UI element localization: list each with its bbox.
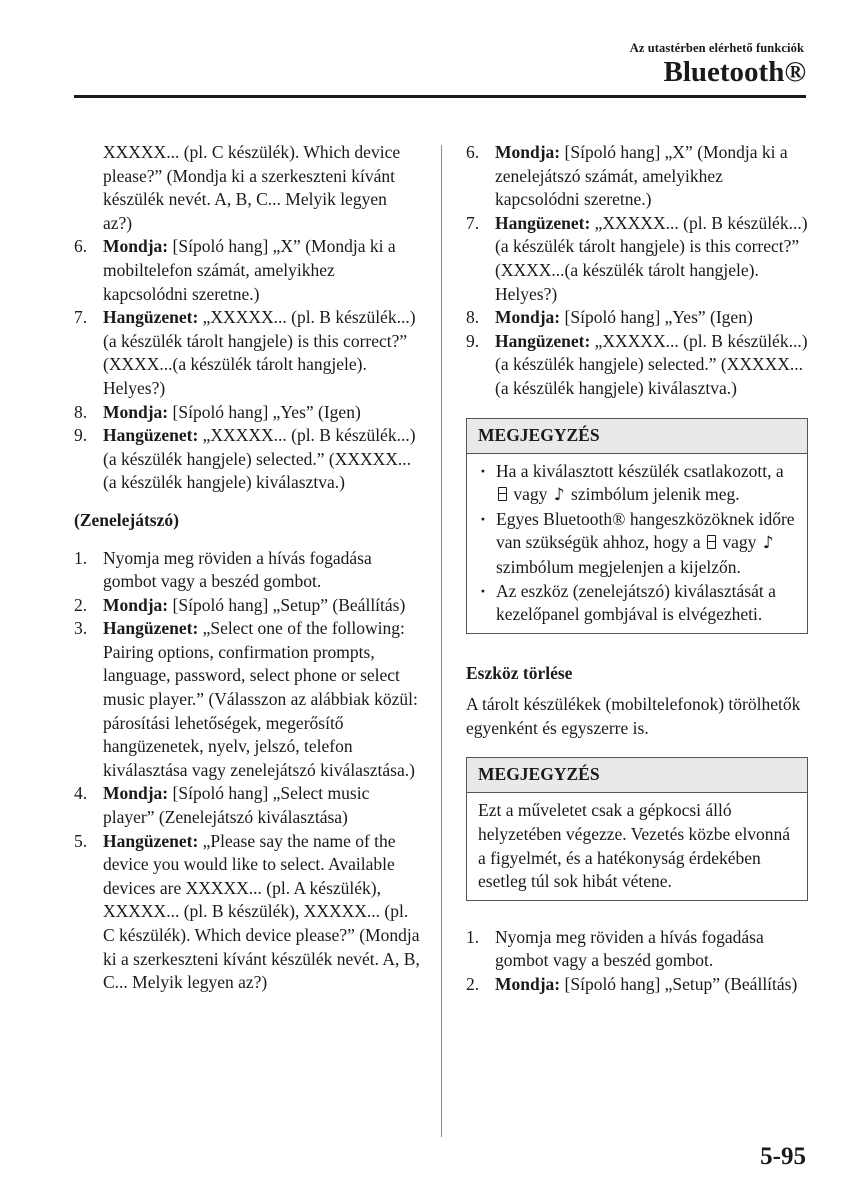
step-number: 3.: [74, 618, 88, 639]
section-header: Az utastérben elérhető funkciók: [629, 41, 804, 55]
step-number: 4.: [74, 783, 88, 804]
note-title: MEGJEGYZÉS: [467, 419, 807, 454]
list-item: [74, 401, 420, 425]
phone-icon: [707, 535, 716, 549]
step-label: Mondja:: [495, 974, 561, 995]
bullet-marker: ·: [480, 508, 486, 529]
step-label: Hangüzenet:: [103, 425, 199, 446]
step-text: [103, 306, 420, 400]
list-item: [466, 212, 808, 306]
step-label: Hangüzenet:: [103, 830, 199, 851]
step-number: 8.: [74, 401, 88, 422]
step-body: „XXXXX... (pl. B készülék...) (a készülék hangjele) selected.” (XXXXX...(a készülék hangjele) kiválasztva.): [495, 330, 808, 398]
music-note-icon: ♪: [553, 485, 565, 506]
step-body: „Please say the name of the device you would like to select. Available devices are XXXXX... (pl. A készülék), XXXXX... (pl. B készülék), XXXXX... (pl. C készülék). Which device please?” (Mondja ki a szerkeszteni kívánt készülék nevét. A, B, C... Melyik legyen az?): [103, 830, 420, 993]
note-title: MEGJEGYZÉS: [467, 758, 807, 793]
step-text: [103, 617, 420, 782]
step-body: Nyomja meg röviden a hívás fogadása gombot vagy a beszéd gombot.: [103, 547, 372, 592]
step-label: Hangüzenet:: [103, 618, 199, 639]
step-label: Hangüzenet:: [103, 307, 199, 328]
step-text: [103, 782, 420, 829]
list-item: [466, 926, 808, 973]
list-item: [466, 141, 808, 212]
note-bullet-item: [478, 580, 796, 627]
list-item: [74, 830, 420, 995]
step-list: [74, 547, 420, 995]
list-item: [466, 973, 808, 997]
step-body: Nyomja meg röviden a hívás fogadása gombot vagy a beszéd gombot.: [495, 926, 764, 971]
list-item: [466, 330, 808, 401]
note-text: Az eszköz (zenelejátszó) kiválasztását a kezelőpanel gombjával is elvégezheti.: [496, 580, 776, 625]
bullet-marker: ·: [480, 580, 486, 601]
note-text: Egyes Bluetooth® hangeszközöknek időre van szükségük ahhoz, hogy a: [496, 508, 795, 553]
note-text: szimbólum megjelenjen a kijelzőn.: [496, 556, 741, 577]
step-body: „Select one of the following: Pairing options, confirmation prompts, language, password, select phone or select music player.” (Válasszon az alábbiak közül: párosítási lehetőségek, megerősítő hangüzenetek, nyelv, jelszó, telefon kiválasztása vagy zenelejátszó kiválasztása.): [103, 618, 418, 780]
page-title: Bluetooth®: [663, 56, 806, 88]
note-text: Ha a kiválasztott készülék csatlakozott, a: [496, 460, 784, 481]
note-text: vagy: [722, 532, 757, 553]
step-text: [495, 330, 808, 401]
music-player-heading: (Zenelejátszó): [74, 509, 179, 530]
step-text: [495, 212, 808, 306]
step-text: [103, 424, 420, 495]
step-body: [Sípoló hang] „Select music player” (Zenelejátszó kiválasztása): [103, 783, 370, 828]
right-column: [466, 141, 808, 997]
note-bullet-item: [478, 460, 796, 508]
step-text: [495, 141, 808, 212]
step-body: „XXXXX... (pl. B készülék...) (a készülék hangjele) selected.” (XXXXX...(a készülék hangjele) kiválasztva.): [103, 425, 416, 493]
note-text: szimbólum jelenik meg.: [571, 484, 740, 505]
page-number: 5-95: [760, 1143, 806, 1170]
list-item: [74, 235, 420, 306]
step-list: [466, 141, 808, 401]
step-body: „XXXXX... (pl. B készülék...) (a készülék tárolt hangjele) is this correct?” (XXXX...(a készülék tárolt hangjele). Helyes?): [495, 212, 808, 304]
list-item: [74, 547, 420, 594]
step-text: [103, 594, 420, 618]
column-divider: [441, 145, 442, 1137]
list-item: [74, 306, 420, 400]
step-number: 8.: [466, 307, 480, 328]
step-body: [Sípoló hang] „Yes” (Igen): [168, 401, 361, 422]
note-box: [466, 757, 808, 900]
list-item: [466, 306, 808, 330]
step-label: Mondja:: [103, 594, 169, 615]
note-bullet-item: [478, 508, 796, 580]
step-label: Mondja:: [103, 236, 169, 257]
list-item: [74, 782, 420, 829]
step-number: 1.: [74, 547, 88, 568]
bullet-marker: ·: [480, 460, 486, 481]
delete-device-heading: Eszköz törlése: [466, 662, 573, 683]
step-number: 2.: [74, 594, 88, 615]
step-number: 6.: [74, 236, 88, 257]
step-number: 5.: [74, 830, 88, 851]
step-text: [103, 547, 420, 594]
step-text: [103, 401, 420, 425]
delete-device-paragraph: A tárolt készülékek (mobiltelefonok) törölhetők egyenként és egyszerre is.: [466, 694, 801, 738]
step-body: [Sípoló hang] „X” (Mondja ki a zenelejátszó számát, amelyikhez kapcsolódni szeretne.): [495, 142, 788, 210]
step-number: 1.: [466, 926, 480, 947]
step-body: [Sípoló hang] „Yes” (Igen): [560, 307, 753, 328]
note-box: [466, 418, 808, 634]
step-label: Mondja:: [103, 401, 169, 422]
step-text: [103, 235, 420, 306]
step-number: 2.: [466, 974, 480, 995]
note-body: [467, 454, 807, 633]
step-label: Mondja:: [495, 307, 561, 328]
step-body: [Sípoló hang] „Setup” (Beállítás): [560, 974, 798, 995]
header-rule: [74, 95, 806, 98]
left-column: [74, 141, 420, 995]
note-text: vagy: [513, 484, 548, 505]
step-number: 9.: [466, 330, 480, 351]
note-body: Ezt a műveletet csak a gépkocsi álló helyzetében végezze. Vezetés közbe elvonná a figyelmét, és a hatékonyság érdekében esetleg túl sok hibát vétene.: [478, 800, 791, 892]
step-text: [495, 306, 808, 330]
step-body: „XXXXX... (pl. B készülék...) (a készülék tárolt hangjele) is this correct?” (XXXX...(a készülék tárolt hangjele). Helyes?): [103, 307, 416, 398]
step-list: [466, 926, 808, 997]
phone-icon: [498, 487, 507, 501]
list-item: [74, 617, 420, 782]
music-note-icon: ♪: [762, 533, 774, 554]
continued-text: XXXXX... (pl. C készülék). Which device please?” (Mondja ki a szerkeszteni kívánt készülék nevét. A, B, C... Melyik legyen az?): [103, 142, 401, 233]
step-list: [74, 235, 420, 495]
step-text: [495, 926, 808, 973]
step-text: [495, 973, 808, 997]
step-number: 9.: [74, 425, 88, 446]
list-item: [74, 424, 420, 495]
step-label: Hangüzenet:: [495, 330, 591, 351]
step-label: Hangüzenet:: [495, 212, 591, 233]
step-number: 7.: [466, 212, 480, 233]
step-label: Mondja:: [103, 783, 169, 804]
step-body: [Sípoló hang] „X” (Mondja ki a mobiltelefon számát, amelyikhez kapcsolódni szeretne.): [103, 236, 396, 304]
step-label: Mondja:: [495, 142, 561, 162]
list-item: [74, 594, 420, 618]
step-number: 6.: [466, 142, 480, 162]
step-number: 7.: [74, 307, 88, 328]
step-text: [103, 830, 420, 995]
step-body: [Sípoló hang] „Setup” (Beállítás): [168, 594, 406, 615]
